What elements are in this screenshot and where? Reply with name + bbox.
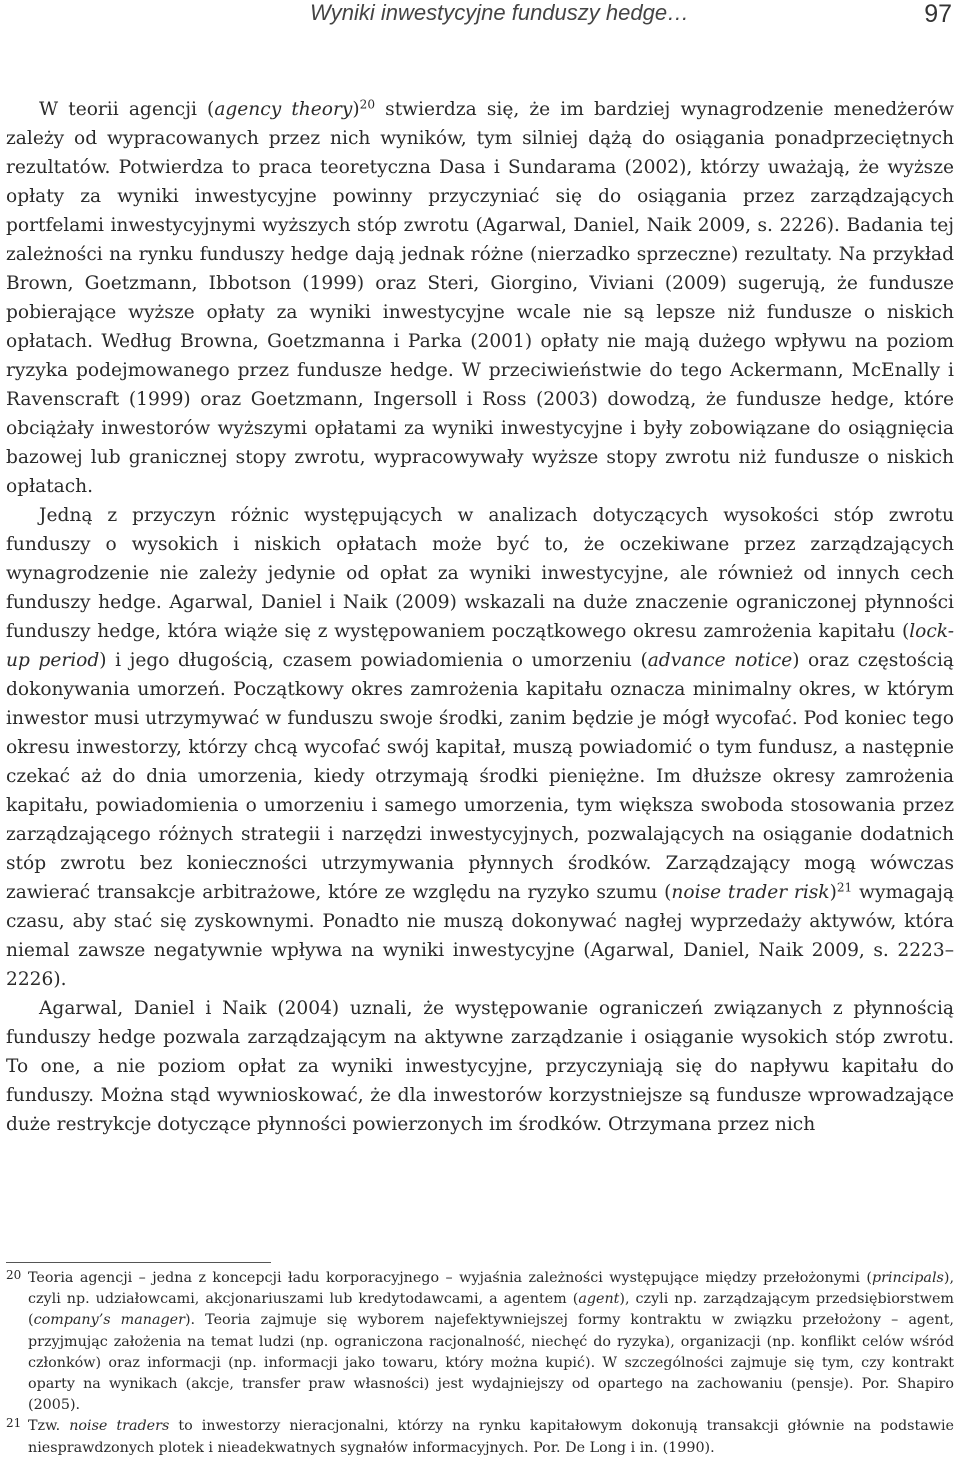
text-run: ) xyxy=(352,99,360,120)
italic-term: noise traders xyxy=(69,1418,170,1435)
paragraph-1 xyxy=(6,95,954,501)
text-run: to inwestorzy nieracjonalni, którzy na rynku kapitałowym dokonują transakcji głównie na podstawie niesprawdzonych plotek i nieadekwatnych sygnałów informacyjnych. Por. De Long i in. (1990). xyxy=(28,1418,954,1456)
text-run: Agarwal, Daniel i Naik (2004) uznali, że występowanie ograniczeń związanych z płynnością funduszy hedge pozwala zarządzającym na aktywne zarządzanie i osiąganie wysokich stóp zwrotu. To one, a nie poziom opłat za wyniki inwestycyjne, przyczyniają się do napływu kapitału do funduszy. Można stąd wywnioskować, że dla inwestorów korzystniejsze są fundusze wprowadzające duże restrykcje dotyczące płynności powierzonych im środków. Otrzymana przez nich xyxy=(6,998,954,1135)
text-run: stwierdza się, że im bardziej wynagrodzenie menedżerów zależy od wypracowanych przez nich wyników, tym silniej dążą do osiągania ponadprzeciętnych rezultatów. Potwierdza to praca teoretyczna Dasa i Sundarama (2002), którzy uważają, że wyższe opłaty za wyniki inwestycyjne powinny przyczyniać się do osiągania przez zarządzających portfelami inwestycyjnymi wyższych stóp zwrotu (Agarwal, Daniel, Naik 2009, s. 2226). Badania tej zależności na rynku funduszy hedge dają jednak różne (nierzadko sprzeczne) rezultaty. Na przykład Brown, Goetzmann, Ibbotson (1999) oraz Steri, Giorgino, Viviani (2009) sugerują, że fundusze pobierające wyższe opłaty za wyniki inwestycyjne wcale nie są lepsze niż fundusze o niskich opłatach. Według Browna, Goetzmanna i Parka (2001) opłaty nie mają dużego wpływu na poziom ryzyka podejmowanego przez fundusze hedge. W przeciwieństwie do tego Ackermann, McEnally i Ravenscraft (1999) oraz Goetzmann, Ingersoll i Ross (2003) dowodzą, że fundusze hedge, które obciążały inwestorów wyższymi opłatami za wyniki inwestycyjne i były zobowiązane do osiągnięcia bazowej lub granicznej stopy zwrotu, wypracowywały wyższe stopy zwrotu niż fundusze o niskich opłatach. xyxy=(6,99,954,497)
text-run: Tzw. xyxy=(28,1418,70,1435)
footnote-divider xyxy=(6,1262,271,1263)
footnote-ref-20[interactable]: 20 xyxy=(359,97,376,112)
italic-term: agency theory xyxy=(214,99,353,120)
text-run: ), czyli np. udziałowcami, akcjonariuszami lub kredytodawcami, a agentem ( xyxy=(28,1270,954,1308)
footnote-ref-21[interactable]: 21 xyxy=(836,880,853,895)
footnote-mark: 20 xyxy=(6,1268,22,1282)
running-title: Wyniki inwestycyjne funduszy hedge… xyxy=(310,0,690,25)
italic-term: noise trader risk xyxy=(671,882,830,903)
italic-term: principals xyxy=(871,1270,944,1286)
footnote-mark: 21 xyxy=(6,1416,22,1431)
footnotes xyxy=(6,1268,954,1459)
main-text xyxy=(6,95,954,1139)
text-run: ). Teoria zajmuje się wyborem najefektywniejszej formy kontraktu w związku przełożony – agent, przyjmując założenia na temat ludzi (np. ograniczona racjonalność, niechęć do ryzyka), organizacji (np. konflikt celów wśród członków) oraz informacji (np. informacji jako towaru, który można kupić). W szczególności zajmuje się tym, czy kontrakt oparty na wynikach (akcje, transfer praw własności) jest wydajniejszy od opartego na zachowaniu (pensje). Por. Shapiro (2005). xyxy=(28,1312,954,1414)
italic-term: lock-up period xyxy=(6,621,954,671)
text-run: ) i jego długością, czasem powiadomienia o umorzeniu ( xyxy=(99,650,648,671)
italic-term: agent xyxy=(578,1291,620,1308)
page-header xyxy=(0,0,960,40)
italic-term: company’s manager xyxy=(33,1312,185,1329)
footnote-21 xyxy=(6,1416,954,1458)
text-run: ), czyli np. zarządzającym przedsiębiorstwem ( xyxy=(28,1291,954,1329)
text-run: ) xyxy=(829,882,837,903)
paragraph-2 xyxy=(6,501,954,994)
text-run: wymagają czasu, aby stać się zyskownymi. Ponadto nie muszą dokonywać nagłej wyprzedaży aktywów, która niemal zawsze negatywnie wpływa na wyniki inwestycyjne (Agarwal, Daniel, Naik 2009, s. 2223–2226). xyxy=(6,882,954,990)
text-run: Jedną z przyczyn różnic występujących w analizach dotyczących wysokości stóp zwrotu funduszy o wysokich i niskich opłatach może być to, że oczekiwane przez zarządzających wynagrodzenie nie zależy jedynie od opłat za wyniki inwestycyjne, ale również od innych cech funduszy hedge. Agarwal, Daniel i Naik (2009) wskazali na duże znaczenie ograniczonej płynności funduszy hedge, która wiąże się z występowaniem początkowego okresu zamrożenia kapitału ( xyxy=(6,505,954,642)
text-run: W teorii agencji ( xyxy=(39,99,215,120)
paragraph-3 xyxy=(6,994,954,1139)
footnote-20 xyxy=(6,1268,954,1416)
italic-term: advance notice xyxy=(647,650,793,671)
text-run: ) oraz częstością dokonywania umorzeń. Początkowy okres zamrożenia kapitału oznacza minimalny okres, w którym inwestor musi utrzymywać w funduszu swoje środki, zanim będzie je mógł wycofać. Pod koniec tego okresu inwestorzy, którzy chcą wycofać swój kapitał, muszą powiadomić o tym fundusz, a następnie czekać aż do dnia umorzenia, kiedy otrzymają środki pieniężne. Im dłuższe okresy zamrożenia kapitału, powiadomienia o umorzeniu i samego umorzenia, tym większa swoboda stosowania przez zarządzającego różnych strategii i narzędzi inwestycyjnych, pozwalających na osiąganie dodatnich stóp zwrotu bez konieczności utrzymywania płynnych środków. Zarządzający mogą wówczas zawierać transakcje arbitrażowe, które ze względu na ryzyko szumu ( xyxy=(6,650,954,903)
text-run: Teoria agencji – jedna z koncepcji ładu korporacyjnego – wyjaśnia zależności występujące między przełożonymi ( xyxy=(28,1270,872,1286)
page-number: 97 xyxy=(924,0,952,28)
